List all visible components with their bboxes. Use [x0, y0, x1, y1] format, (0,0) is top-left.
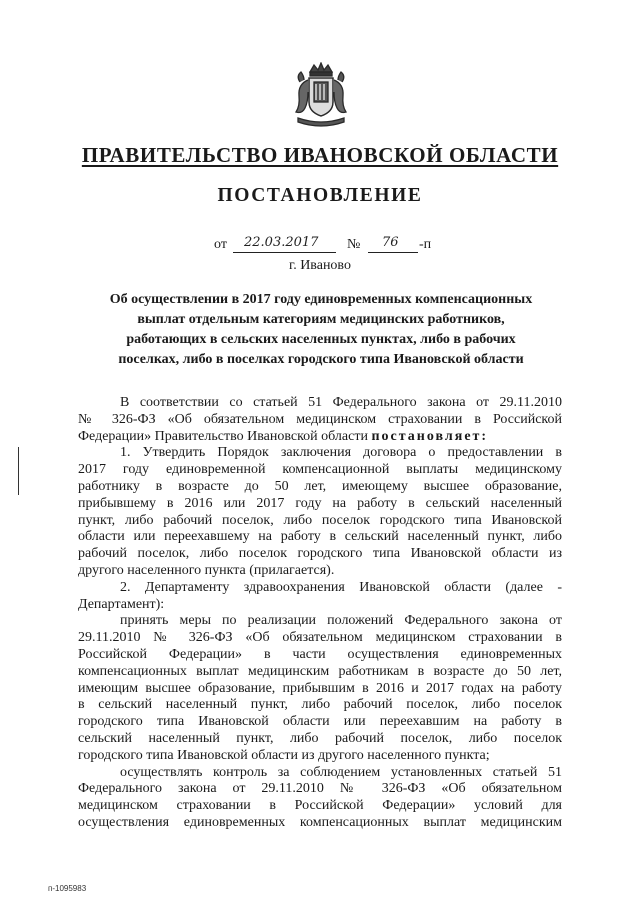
date-prefix: от [214, 237, 227, 252]
body-line: № 326-ФЗ «Об обязательном медицинском страховании в Российской [78, 411, 562, 427]
body-line: рабочий поселок, либо поселок городского типа Ивановской области из [78, 546, 562, 562]
handwritten-date: 22.03.2017 [244, 235, 319, 250]
preamble-tail: Федерации» Правительство Ивановской области [78, 428, 368, 444]
document-code: п-1095983 [48, 884, 87, 893]
body-line: городского типа Ивановской области из другого населенного пункта; [78, 747, 490, 763]
body-line: принять меры по реализации положений Федерального закона от [120, 613, 562, 629]
body-line: пункт, либо рабочий поселок, либо поселок городского типа Ивановской [78, 512, 562, 528]
body-line: 1. Утвердить Порядок заключения договора о предоставлении в [120, 445, 562, 461]
body-line: осуществления единовременных компенсационных выплат медицинским [78, 814, 562, 830]
date-underline [233, 252, 336, 253]
body-line: другого населенного пункта (прилагается). [78, 562, 335, 578]
document-subject [90, 290, 552, 370]
resolves-word: постановляет: [371, 428, 489, 444]
subject-line: поселках, либо в поселках городского типа Ивановской области [118, 352, 524, 367]
subject-line: выплат отдельным категориям медицинских работников, [137, 312, 505, 327]
handwritten-number: 76 [382, 235, 399, 250]
body-line: в сельский населенный пункт, либо рабочий поселок, либо поселок [78, 697, 562, 713]
body-line: компенсационных выплат медицинским работникам в возрасте до 50 лет, [78, 663, 562, 679]
body-line: медицинском страховании в Российской Федерации» условий для [78, 798, 562, 814]
subject-line: работающих в сельских населенных пунктах, либо в рабочих [126, 332, 516, 347]
body-line: 2. Департаменту здравоохранения Ивановской области (далее - [120, 579, 562, 595]
body-line: прибывшему в 2016 или 2017 году на работу в сельский населенный [78, 495, 562, 511]
body-line: сельский населенный пункт, либо рабочий поселок, либо поселок [78, 730, 562, 746]
body-line: В соответствии со статьей 51 Федерального закона от 29.11.2010 [120, 395, 562, 410]
body-line: Российской Федерации» в части осуществления единовременных [78, 646, 562, 662]
body-line: Департамент): [78, 596, 165, 612]
margin-mark [18, 447, 19, 495]
government-title: ПРАВИТЕЛЬСТВО ИВАНОВСКОЙ ОБЛАСТИ [81, 143, 559, 167]
body-line: работнику в возрасте до 50 лет, имеющему высшее образование, [78, 478, 562, 494]
ivanovo-coat-of-arms-icon [290, 62, 352, 132]
number-prefix: № [347, 237, 361, 252]
body-line: имеющим высшее образование, прибывшим в 2016 и 2017 годах на работу [78, 680, 562, 696]
body-line: осуществлять контроль за соблюдением установленных статьей 51 [120, 764, 562, 780]
number-underline [368, 252, 418, 253]
body-line [78, 429, 562, 446]
document-type: ПОСТАНОВЛЕНИЕ [217, 185, 423, 206]
body-line: Федерального закона от 29.11.2010 № 326-ФЗ «Об обязательном [78, 781, 562, 797]
number-suffix: -п [419, 237, 432, 252]
subject-line: Об осуществлении в 2017 году единовременных компенсационных [109, 292, 533, 307]
body-line: 29.11.2010 № 326-ФЗ «Об обязательном медицинском страховании в [78, 630, 562, 646]
body-line: 2017 году единовременной компенсационной выплаты медицинскому [78, 462, 562, 478]
document-body [78, 395, 562, 832]
body-line: области или переехавшему на работу в сельский населенный пункт, либо [78, 529, 562, 545]
body-line: городского типа Ивановской области или переехавшим на работу в [78, 714, 562, 730]
city: г. Иваново [289, 258, 351, 273]
date-number-line [214, 235, 454, 255]
